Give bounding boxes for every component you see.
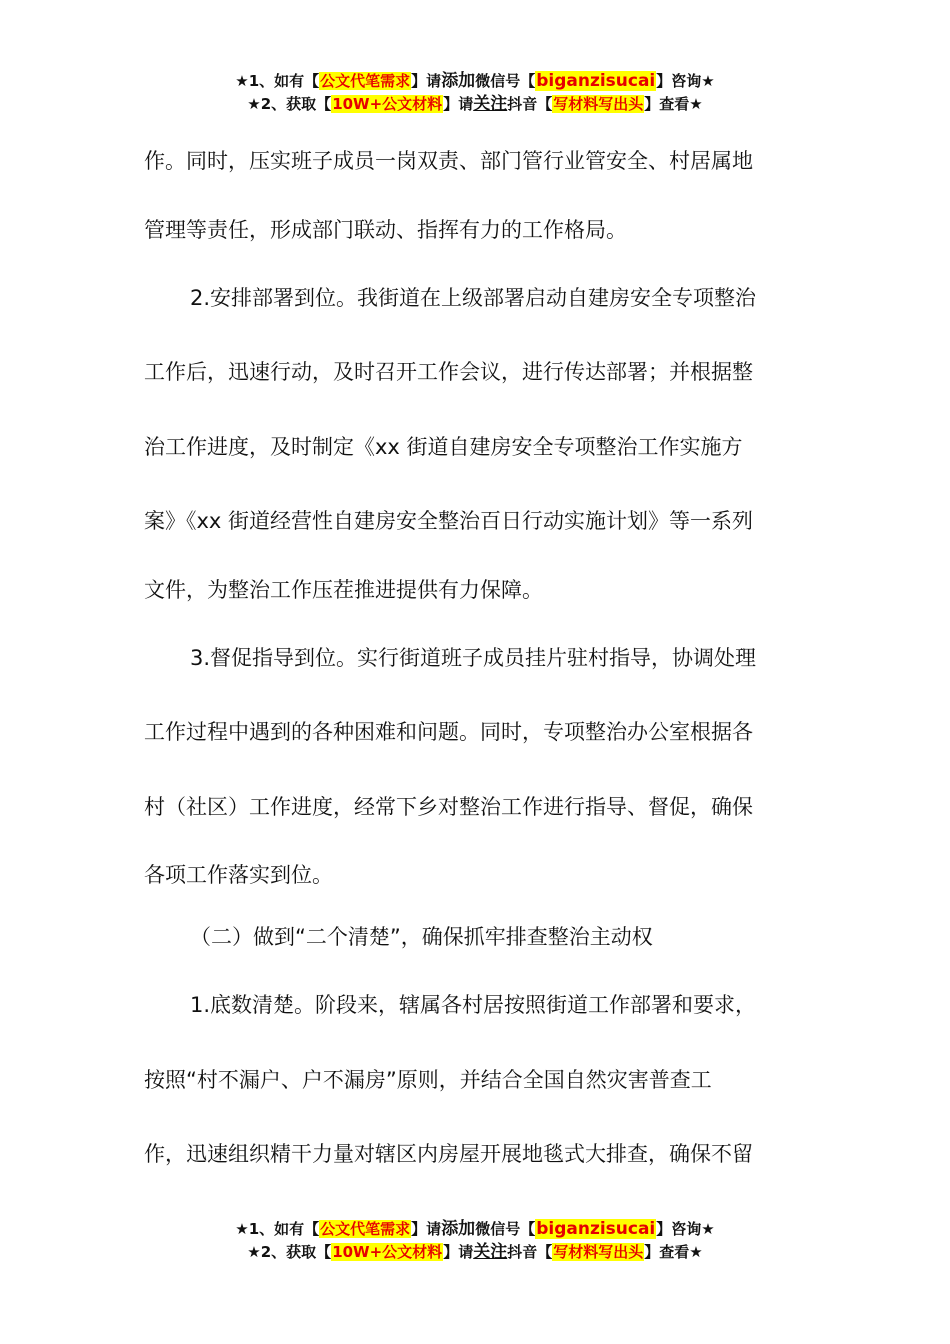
banner-line-1 [0,70,950,93]
banner-highlight: biganzisucai [536,71,656,91]
text-line: 1.底数清楚。阶段来，辖属各村居按照街道工作部署和要求， [190,993,757,1017]
banner-emphasis: 关注 [473,94,508,114]
banner-text: 抖音【 [507,1243,553,1261]
text-line: 工作过程中遇到的各种困难和问题。同时，专项整治办公室根据各 [144,720,753,744]
text-line: 治工作进度，及时制定《xx 街道自建房安全专项整治工作实施方 [144,434,743,459]
paragraph-3 [144,621,806,907]
text-line: 2.安排部署到位。我街道在上级部署启动自建房安全专项整治 [190,285,757,310]
banner-text: 】请 [443,1243,474,1261]
text-line: 村（社区）工作进度，经常下乡对整治工作进行指导、督促，确保 [144,794,753,819]
banner-text: 】请 [411,72,442,90]
banner-text: 微信号【 [475,1220,536,1238]
banner-text: 】请 [411,1220,442,1238]
banner-highlight: 10W+公文材料 [332,1243,443,1261]
banner-text: 抖音【 [507,95,553,113]
text-line: 按照“村不漏户、户不漏房”原则，并结合全国自然灾害普查工 [144,1067,712,1092]
banner-highlight: 公文代笔需求 [320,1220,411,1238]
banner-emphasis: 添加 [441,71,476,91]
banner-highlight: biganzisucai [536,1219,656,1239]
banner-highlight: 写材料写出头 [553,1243,644,1261]
banner-text: ★1、如有【 [235,72,320,90]
text-line: 作，迅速组织精干力量对辖区内房屋开展地毯式大排查，确保不留 [144,1142,753,1166]
banner-text: ★2、获取【 [247,95,332,113]
banner-text: 微信号【 [475,72,536,90]
banner-highlight: 公文代笔需求 [320,72,411,90]
banner-highlight: 10W+公文材料 [332,95,443,113]
paragraph-2 [144,261,806,621]
text-line: 作。同时，压实班子成员一岗双责、部门管行业管安全、村居属地 [144,149,753,173]
text-line: 3.督促指导到位。实行街道班子成员挂片驻村指导，协调处理 [190,645,757,670]
text-line: 文件，为整治工作压茬推进提供有力保障。 [144,577,543,602]
heading-text: （二）做到“二个清楚”，确保抓牢排查整治主动权 [190,925,653,949]
text-line: 案》《xx 街道经营性自建房安全整治百日行动实施计划》等一系列 [144,509,754,533]
banner-text: 】咨询★ [656,1220,715,1238]
banner-line-2 [0,1241,950,1264]
text-line: 工作后，迅速行动，及时召开工作会议，进行传达部署；并根据整 [144,360,753,384]
paragraph-1 [144,124,806,261]
banner-line-2 [0,93,950,116]
paragraph-4 [144,968,806,1192]
banner-emphasis: 关注 [473,1242,508,1262]
text-line: 管理等责任，形成部门联动、指挥有力的工作格局。 [144,217,627,242]
section-heading [144,906,806,968]
banner-text: 】查看★ [644,1243,703,1261]
banner-text: ★1、如有【 [235,1220,320,1238]
banner-text: 】咨询★ [656,72,715,90]
banner-text: 】请 [443,95,474,113]
banner-emphasis: 添加 [441,1219,476,1239]
banner-text: ★2、获取【 [247,1243,332,1261]
text-line: 各项工作落实到位。 [144,863,333,887]
banner-highlight: 写材料写出头 [553,95,644,113]
banner-line-1 [0,1218,950,1241]
footer-banner [0,1218,950,1264]
header-banner [0,70,950,116]
document-body [144,124,806,1192]
banner-text: 】查看★ [644,95,703,113]
